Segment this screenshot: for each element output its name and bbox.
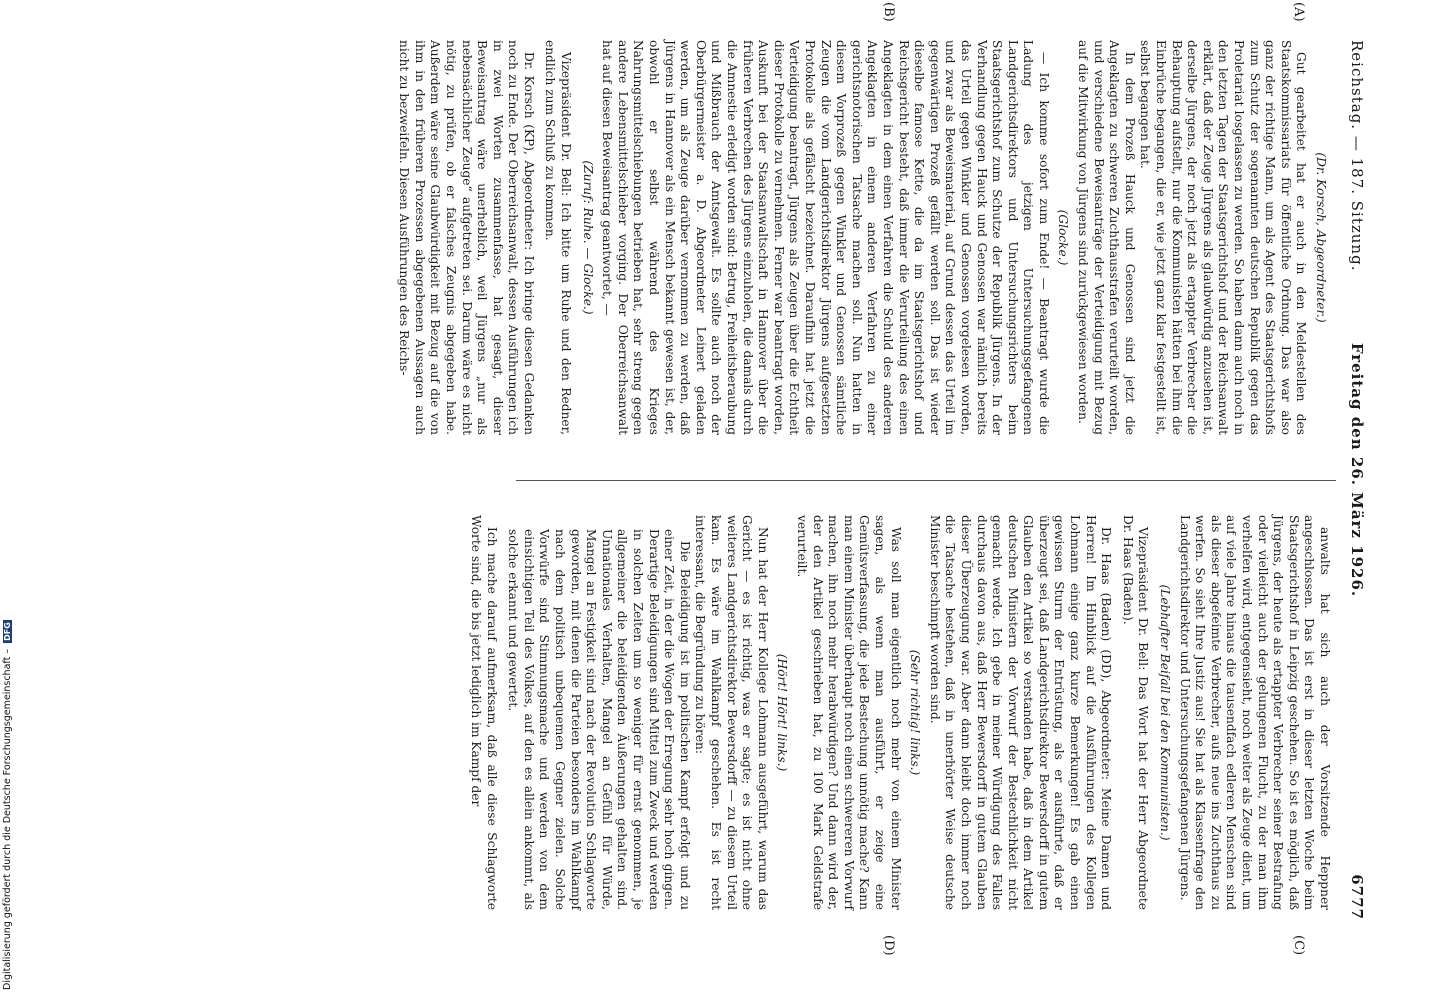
dfg-logo: DFG (3, 622, 12, 641)
interjection: (Sehr richtig! links.) (908, 649, 923, 776)
interjection: (Hört! Hört! links.) (775, 653, 790, 772)
paragraph: Vizepräsident Dr. Bell: Das Wort hat der Herr Abgeordnete Dr. Haas (Baden). (1120, 515, 1151, 910)
digitization-strip (0, 0, 14, 1000)
interjection: (Lebhafter Beifall bei den Kommunisten.) (1158, 584, 1173, 841)
quotation: Die Beleidigung ist im politischen Kampf erfolgt und zu einer Zeit, in der die Wogen der Erregung sehr hoch gingen. Derartige Beleidigungen sind Mittel zum Zweck und werden in solchen Zeiten um so weniger für ernst genommen, je allgemeiner die beleidigenden Äußerungen gehalten sind. Unnationales Verhalten, Mangel an Gefühl für Würde, Mangel an Festigkeit sind nach der Revolution Schlagworte geworden, mit denen die Parteien besonders im Wahlkampf nach dem politisch unbequemen Gegner zielen. Solche Vorwürfe sind Stimmungsmache und werden von dem einsichtigen Teil des Volkes, auf den es allein ankommt, als solche erkannt und gewertet. (506, 529, 692, 910)
page-number: 6777 (1348, 874, 1366, 920)
margin-marker-a: (A) (1291, 2, 1306, 22)
header-session: Reichstag. — 187. Sitzung. (1348, 40, 1366, 272)
paragraph: In dem Prozeß Hauck und Genossen sind jetzt die Angeklagten zu schweren Zuchthausstrafen verurteilt worden, und verschiedene Beweisanträge der Verteidigung mit Bezug auf die Mitwirkung von Jürgens sind zurückgewiesen worden. (1076, 40, 1137, 435)
paragraph: Ich mache darauf aufmerksam, daß alle diese Schlagworte Worte sind, die bis jetzt lediglich im Kampf der (469, 515, 499, 910)
page-header (1342, 30, 1366, 930)
interjection: (Zuruf: Ruhe. — Glocke.) (580, 160, 595, 315)
right-column (468, 515, 1332, 910)
digitization-credit (2, 620, 13, 990)
margin-marker-c: (C) (1291, 935, 1306, 956)
paragraph: Was soll man eigentlich noch mehr von einem Minister sagen, als wenn man ausführt, er zeige eine Gemütsverfassung, die jede Bestechung unnötig mache? Kann man einem Minister überhaupt noch einen schwereren Vorwurf machen, ihn noch mehr herabwürdigen? Und dann wird der, der den Artikel geschrieben hat, zu 100 Mark Geldstrafe verurteilt. (795, 515, 903, 910)
interjection: (Glocke.) (1056, 209, 1071, 266)
paragraph: Dr. Korsch (KP), Abgeordneter: Ich bringe diesen Gedanken noch zu Ende. Der Oberreichsanwalt, dessen Ausführungen ich in zwei Worten zusammenfasse, hat gesagt, dieser Beweisantrag wäre unerheblich, weil Jürgens „nur als nebensächlicher Zeuge“ aufgetreten sei. Darum wäre es nicht nötig, zu prüfen, ob er falsches Zeugnis abgegeben habe. Außerdem wäre seine Glaubwürdigkeit mit Bezug auf die von ihm in den früheren Prozessen abgegebenen Aussagen auch nicht zu bezweifeln. Diesen Ausführungen des Reichs- (397, 40, 536, 435)
paragraph: Dr. Haas (Baden) (DD), Abgeordneter: Meine Damen und Herren! Im Hinblick auf die Ausführungen des Kollegen Lohmann einige ganz kurze Bemerkungen! Es gab einen gewissen Sturm der Entrüstung, als er ausführte, daß er überzeugt sei, daß Landgerichtsdirektor Bewersdorff in gutem Glauben den Artikel so verstanden habe, daß in dem Artikel deutschen Ministern der Vorwurf der Bestechlichkeit nicht gemacht werde. Ich gebe in meiner Würdigung des Falles durchaus davon aus, daß Herr Bewersdorff in gutem Glauben dieser Überzeugung war. Aber dann bleibt doch immer noch die Tatsache bestehen, daß in unerhörter Weise deutsche Minister beschimpft worden sind. (927, 515, 1114, 910)
speaker-caption: (Dr. Korsch, Abgeordneter.) (1314, 152, 1328, 323)
paragraph: — Ich komme sofort zum Ende! — Beantragt wurde die Ladung des jetzigen Untersuchungsgefangenen Landgerichtsdirektors und Untersuchungsrichters beim Staatsgerichtshof zum Schutze der Republik Jürgens. In der Verhandlung gegen Hauck und Genossen war nämlich bereits das Urteil gegen Winkler und Genossen vorgelesen worden, und zwar als Beweismaterial, auf Grund dessen das Urteil im gegenwärtigen Prozeß gefällt werden soll. Das ist wieder dieselbe famose Kette, die da im Staatsgerichtshof und Reichsgericht besteht, daß immer die Verurteilung des einen Angeklagten in dem einen Verfahren die Schuld des anderen Angeklagten in einem anderen Verfahren zu einer gerichtsnotorischen Tatsache machen soll. Nun hatten in diesem Vorprozeß gegen Winkler und Genossen sämtliche Zeugen die vom Landgerichtsdirektor Jürgens aufgesetzten Protokolle als gefälscht bezeichnet. Daraufhin hat jetzt die Verteidigung beantragt, Jürgens als Zeugen über die Echtheit dieser Protokolle zu vernehmen. Ferner war beantragt worden, Auskunft bei der Staatsanwaltschaft in Hannover über die früheren Verbrechen des Jürgens einzuholen, die damals durch die Amnestie erledigt worden sind: Betrug, Freiheitsberaubung und Mißbrauch der Amtsgewalt. Es sollte auch noch der Oberbürgermeister a. D. Abgeordneter Leinert geladen werden, um als Zeuge darüber vernommen zu werden, daß Jürgens in Hannover als ein Mensch bekannt gewesen ist, der, obwohl er selbst während des Krieges Nahrungsmittelschiebungen betrieben hat, sehr streng gegen andere Lebensmittelschieber vorging. Der Oberreichsanwalt hat auf diesen Beweisantrag geantwortet, — (600, 40, 1051, 435)
paragraph: Vizepräsident Dr. Bell: Ich bitte um Ruhe und den Redner, endlich zum Schluß zu kommen. (543, 40, 574, 435)
margin-marker-b: (B) (881, 2, 896, 22)
rotated-page-content (116, 2, 1366, 956)
paragraph: anwalts hat sich auch der Vorsitzende Heppner angeschlossen. Das ist erst in dieser letzten Woche beim Staatsgerichtshof in Leipzig geschehen. So ist es möglich, daß Jürgens, der heute als ertappter Verbrecher seiner Bestrafung oder vielleicht auch der gelungenen Flucht, zu der man ihm verhelfen wird, entgegensieht, noch weiter als Zeuge dient, um auf viele Jahre hinaus die tausendfach edleren Menschen sind als dieser abgefeimte Verbrecher, aufs neue ins Zuchthaus zu werfen. So sieht Ihre Justiz aus! Sie hat als Klassenfrage den Landgerichtsdirektor und Untersuchungsgefangenen Jürgens. (1177, 515, 1332, 910)
credit-text: Digitalisierung gefördert durch die Deutsche Forschungsgemeinschaft – (2, 648, 13, 990)
paragraph: Gut gearbeitet hat er auch in den Meldestellen des Staatskommissariats für öffentliche Ordnung. Das war also ganz der richtige Mann, um als Agent des Staatsgerichtshofs zum Schutz der sogenannten deutschen Republik gegen das Proletariat losgelassen zu werden. So haben dann auch noch in den letzten Tagen der Staatsgerichtshof und der Reichsanwalt erklärt, daß der Zeuge Jürgens als glaubwürdig anzusehen ist, derselbe Jürgens, der noch jetzt als ertappter Verbrecher die Behauptung aufstellt, nur die Kommunisten hätten bei ihm die Einbrüche begangen, die er, wie jetzt ganz klar festgestellt ist, selbst begangen hat. (1138, 40, 1309, 435)
left-column (396, 40, 1332, 435)
paragraph: Nun hat der Herr Kollege Lohmann ausgeführt, warum das Gericht — es ist richtig, was er sagte; es ist nicht ohne weiteres Landgerichtsdirektor Bewersdorff — zu diesem Urteil kam. Es wäre im Wahlkampf geschehen. Es ist recht interessant, die Begründung zu hören: (693, 515, 770, 910)
margin-marker-d: (D) (881, 935, 896, 956)
header-date: Freitag den 26. März 1926. (1348, 342, 1366, 598)
column-divider (516, 480, 1336, 481)
